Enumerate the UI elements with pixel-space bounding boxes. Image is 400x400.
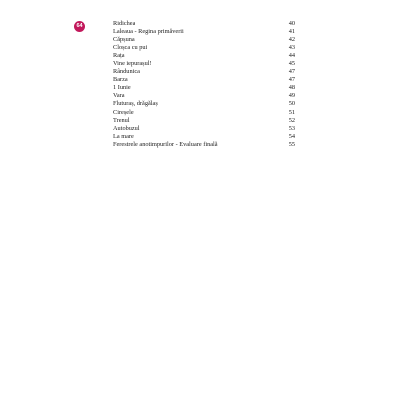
- toc-entry-title: Fluturaș, drăgălaș: [113, 100, 158, 108]
- toc-entry-title: Laleaua - Regina primăverii: [113, 28, 184, 36]
- toc-entry: [113, 125, 295, 133]
- toc-entry-page: 52: [288, 116, 295, 124]
- toc-entry: [113, 76, 295, 84]
- toc-entry-title: 1 Iunie: [113, 84, 131, 92]
- toc-entry: [113, 141, 295, 149]
- toc-entry-title: Vine iepurașul!: [113, 60, 152, 68]
- page-number-badge: 64: [74, 21, 85, 32]
- toc-entry-page: 47: [288, 68, 295, 76]
- toc-entry-page: 51: [288, 108, 295, 116]
- toc-entry-title: Rața: [113, 52, 125, 60]
- toc-entry: [113, 84, 295, 92]
- toc-entry: [113, 36, 295, 44]
- toc-entry: [113, 92, 295, 100]
- toc-entry-title: Barza: [113, 76, 128, 84]
- toc-entry-page: 45: [288, 60, 295, 68]
- toc-entry-page: 49: [288, 92, 295, 100]
- toc-entry: [113, 60, 295, 68]
- toc-entry-title: Căpșuna: [113, 36, 135, 44]
- toc-entry-page: 40: [288, 20, 295, 27]
- toc-entry-page: 47: [288, 76, 295, 84]
- toc-entry-page: 55: [288, 140, 295, 148]
- toc-entry: [113, 20, 295, 28]
- toc-entry-title: Cloșca cu pui: [113, 44, 148, 52]
- toc-entry-title: Rândunica: [113, 68, 140, 76]
- toc-entry-title: Trenul: [113, 116, 130, 124]
- toc-entry-title: La mare: [113, 132, 134, 140]
- toc-entry-page: 53: [288, 124, 295, 132]
- toc-entry-page: 54: [288, 132, 295, 140]
- table-of-contents: [113, 20, 295, 149]
- toc-entry-title: Cireșele: [113, 108, 134, 116]
- toc-entry-page: 42: [288, 36, 295, 44]
- toc-entry-page: 41: [288, 28, 295, 36]
- toc-entry: [113, 28, 295, 36]
- toc-entry-page: 43: [288, 44, 295, 52]
- toc-entry-page: 44: [288, 52, 295, 60]
- toc-entry: [113, 117, 295, 125]
- toc-entry-page: 50: [288, 100, 295, 108]
- toc-entry-page: 48: [288, 84, 295, 92]
- toc-entry: [113, 133, 295, 141]
- toc-entry-title: Ridichea: [113, 20, 136, 27]
- toc-entry-title: Ferestrele anotimpurilor - Evaluare finală: [113, 140, 218, 148]
- toc-entry: [113, 100, 295, 108]
- toc-entry: [113, 52, 295, 60]
- toc-entry: [113, 109, 295, 117]
- toc-entry-title: Vara: [113, 92, 125, 100]
- toc-entry-title: Autobuzul: [113, 124, 140, 132]
- toc-entry: [113, 44, 295, 52]
- toc-entry: [113, 68, 295, 76]
